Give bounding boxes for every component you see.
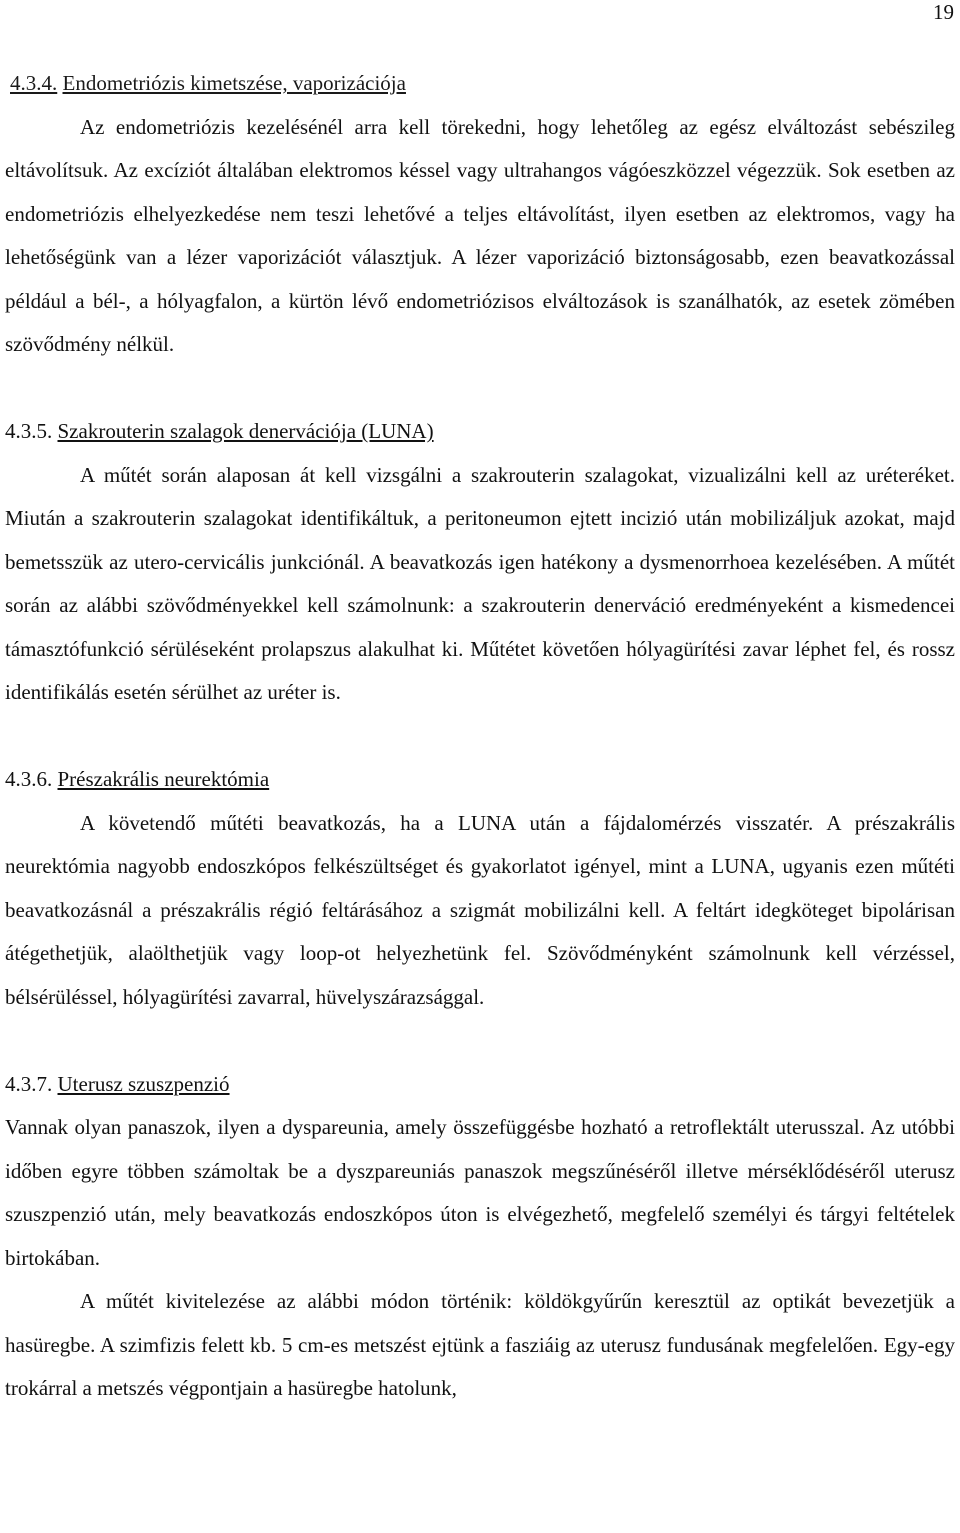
section-number: 4.3.4. bbox=[10, 71, 58, 95]
section-heading bbox=[5, 1063, 955, 1107]
section-4-3-5 bbox=[5, 410, 955, 715]
section-number: 4.3.6. bbox=[5, 767, 53, 791]
paragraph: A műtét során alaposan át kell vizsgálni a szakrouterin szalagokat, vizualizálni kell az uréteréket. Miután a szakrouterin szalagokat identifikáltuk, a peritoneumon ejtett incizió után mobilizáljuk azokat, majd bemetsszük az utero-cervicális junkciónál. A beavatkozás igen hatékony a dysmenorrhoea kezelésében. A műtét során az alábbi szövődményekkel kell számolnunk: a szakrouterin denerváció eredményeként a kismedencei támasztófunkció sérüléseként prolapszus alakulhat ki. Műtétet követően hólyagürítési zavar léphet fel, és rossz identifikálás esetén sérülhet az uréter is. bbox=[5, 462, 955, 704]
paragraph: Vannak olyan panaszok, ilyen a dyspareunia, amely összefüggésbe hozható a retroflektált uterusszal. Az utóbbi időben egyre többen számoltak be a dyszpareuniás panaszok megszűnéséről illetve mérséklődéséről uterusz szuszpenzió után, mely beavatkozás endoszkópos úton is elvégezhető, megfelelő személyi és tárgyi feltételek birtokában. bbox=[5, 1115, 955, 1270]
section-title: Prészakrális neurektómia bbox=[57, 767, 270, 791]
document-body bbox=[5, 62, 955, 1411]
paragraph: Az endometriózis kezelésénél arra kell törekedni, hogy lehetőleg az egész elváltozást sebészileg eltávolítsuk. Az excíziót általában elektromos késsel vagy ultrahangos vágóeszközzel végezzük. Sok esetben az endometriózis elhelyezkedése nem teszi lehetővé a teljes eltávolítást, ilyen esetben az elektromos, vagy ha lehetőségünk van a lézer vaporizációt választjuk. A lézer vaporizáció biztonságosabb, ezen beavatkozással például a bél-, a hólyagfalon, a kürtön lévő endometriózisos elváltozások is szanálhatók, az esetek zömében szövődmény nélkül. bbox=[5, 114, 955, 356]
section-number: 4.3.5. bbox=[5, 419, 53, 443]
section-heading bbox=[5, 410, 955, 454]
section-4-3-7 bbox=[5, 1063, 955, 1411]
page-number: 19 bbox=[933, 0, 954, 24]
section-title: Endometriózis kimetszése, vaporizációja bbox=[62, 71, 406, 95]
paragraph: A műtét kivitelezése az alábbi módon történik: köldökgyűrűn keresztül az optikát bevezetjük a hasüregbe. A szimfizis felett kb. 5 cm-es metszést ejtünk a fasziáig az uterusz fundusának megfelelően. Egy-egy trokárral a metszés végpontjain a hasüregbe hatolunk, bbox=[5, 1289, 955, 1400]
section-number: 4.3.7. bbox=[5, 1071, 53, 1096]
section-title: Szakrouterin szalagok denervációja (LUNA) bbox=[57, 419, 434, 443]
section-title: Uterusz szuszpenzió bbox=[57, 1071, 230, 1096]
section-4-3-4 bbox=[5, 62, 955, 367]
section-heading bbox=[5, 758, 955, 802]
section-heading bbox=[5, 62, 955, 106]
paragraph: A követendő műtéti beavatkozás, ha a LUNA után a fájdalomérzés visszatér. A prészakrális neurektómia nagyobb endoszkópos felkészültséget és gyakorlatot igényel, mint a LUNA, ugyanis ezen műtéti beavatkozásnál a prészakrális régió feltárásához a szigmát mobilizálni kell. A feltárt idegköteget bipolárisan átégethetjük, alaölthetjük vagy loop-ot helyezhetünk fel. Szövődményként számolnunk kell vérzéssel, bélsérüléssel, hólyagürítési zavarral, hüvelyszárazsággal. bbox=[5, 810, 955, 1009]
section-4-3-6 bbox=[5, 758, 955, 1019]
